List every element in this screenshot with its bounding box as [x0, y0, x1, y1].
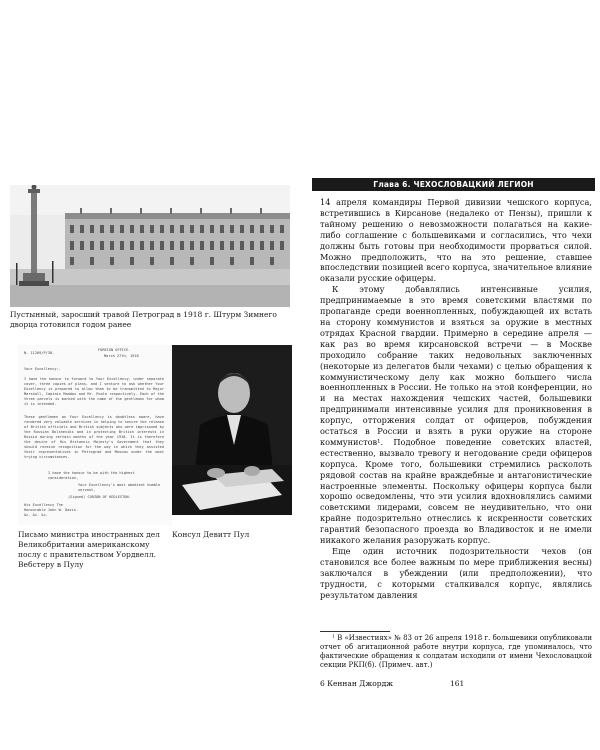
paragraph-2: К этому добавлялись интенсивные усилия, предпринимаемые в это время советскими властями по пропаганде среди военнопленных, побуждающей их встать на сторону коммунистов и взяться за оружие в местных отрядах Красной гвардии. Примерно в середине апреля — как раз во время кирсановской встречи — в Москве проходило собрание таких недовольных заключенных (некоторые из делегатов были чехами) с целью обращения к коммунистическому делу как можно большего числа военнопленных в России. Не только на этой конференции, но и на местах нахождения чешских частей, большевики предпринимали интенсивные усилия для проникновения в корпус, отторжения солдат от офицеров, побуждения остаться в России и взять в руки оружие на стороне коммунистов¹. Подобное поведение советских властей, естественно, вызвало тревогу и негодование среди офицеров корпуса. Кроме того, большевики стремились расколоть рядовой состав на крайне враждебные и антагонистические настроенные элементы. Поскольку офицеры корпуса были хорошо осведомлены, что эти усилия вдохновлялись самими советскими лидерами, совсем не неудивительно, что они крайне подозрительно отнеслись к искренности советских гарантий безопасного проезда во Владивосток и не имели никакого желания разоружать корпус.: [320, 284, 592, 546]
letter-caption: Письмо министра иностранных дел Великобритании американскому послу с правительством Уордвелл. Вебстеру в Пулу: [18, 530, 160, 569]
palace-photo-caption: Пустынный, заросший травой Петроград в 1918 г. Штурм Зимнего дворца готовился годом ранее: [10, 310, 277, 329]
paragraph-3: Еще один источник подозрительности чехов (он становился все более важным по мере приближения весны) заключался в убеждении (или предположении), что трудности, с которыми сталкивался корпус, являлись результатом давления: [320, 546, 592, 600]
palace-square-illustration: [10, 185, 290, 307]
letter-date: March 27th, 1918: [104, 354, 139, 358]
right-page: [300, 0, 600, 750]
body-text: [320, 197, 592, 601]
letter-paragraph-1: I have the honour to forward to Your Excellency, under separate cover, three copies of plans, and I venture to ask whether Your Excellency is prepared to allow them to be transmitted to Major Marshall, Captain Maddox and Mr. Poole respectively. Each of the three parcels is marked with the name of the gentleman for whom it is intended.: [24, 377, 164, 406]
letter-ref: N. 11209/P/38.: [24, 351, 55, 355]
footer-signature: 6 Кеннан Джордж: [320, 679, 394, 688]
curzon-letter-image: [18, 345, 172, 525]
consul-portrait-illustration: [172, 345, 292, 515]
page-number: 161: [450, 679, 465, 688]
letter-signature: (Signed) CURZON OF KEDLESTON.: [68, 495, 131, 499]
letter-office: FOREIGN OFFICE.: [98, 348, 131, 352]
footnote: ¹ В «Известиях» № 83 от 26 апреля 1918 г. большевики опубликовали отчет об агитационной работе внутри корпуса, где упоминалось, что фактические обращения к солдатам исходили от имени Чехословацкой секции РКП(б). (Примеч. авт.): [320, 634, 592, 669]
consul-poole-photo: [172, 345, 292, 515]
letter-paragraph-3: I have the honour to be with the highest consideration,: [48, 471, 135, 480]
letter-paragraph-2: These gentlemen as Your Excellency is doubtless aware, have rendered very valuable services in helping to secure the release of British officials and British subjects who were imprisoned by the Russian Bolsheviks and in protecting British interests in Russia during certain months of the year 1918. It is therefore the desire of His Britannic Majesty's Government that they should receive recognition for the way in which they assisted their representatives in Petrograd and Moscow under the most trying circumstances.: [24, 415, 164, 459]
consul-caption: Консул Девитт Пул: [172, 530, 250, 539]
paragraph-1: 14 апреля командиры Первой дивизии чешского корпуса, встретившись в Кирсанове (недалеко от Пензы), пришли к тайному решению о невозможности полагаться на какие-либо соглашение с большевиками и согласились, что чехи должны быть готовы при необходимости прорваться силой. Можно предположить, что на это решение, ставшее впоследствии позицией всего корпуса, значительное влияние оказали русские офицеры.: [320, 197, 592, 284]
footnote-divider: [320, 631, 390, 632]
letter-addressee: His Excellency The Honourable John W. Davis. &c. &c. &c.: [24, 503, 79, 517]
petrograd-palace-photo: [10, 185, 290, 307]
letter-closing: Your Excellency's most obedient humble servant,: [78, 483, 161, 492]
letter-salutation: Your Excellency:-: [24, 367, 61, 371]
chapter-title: Глава 6. ЧЕХОСЛОВАЦКИЙ ЛЕГИОН: [373, 180, 534, 189]
